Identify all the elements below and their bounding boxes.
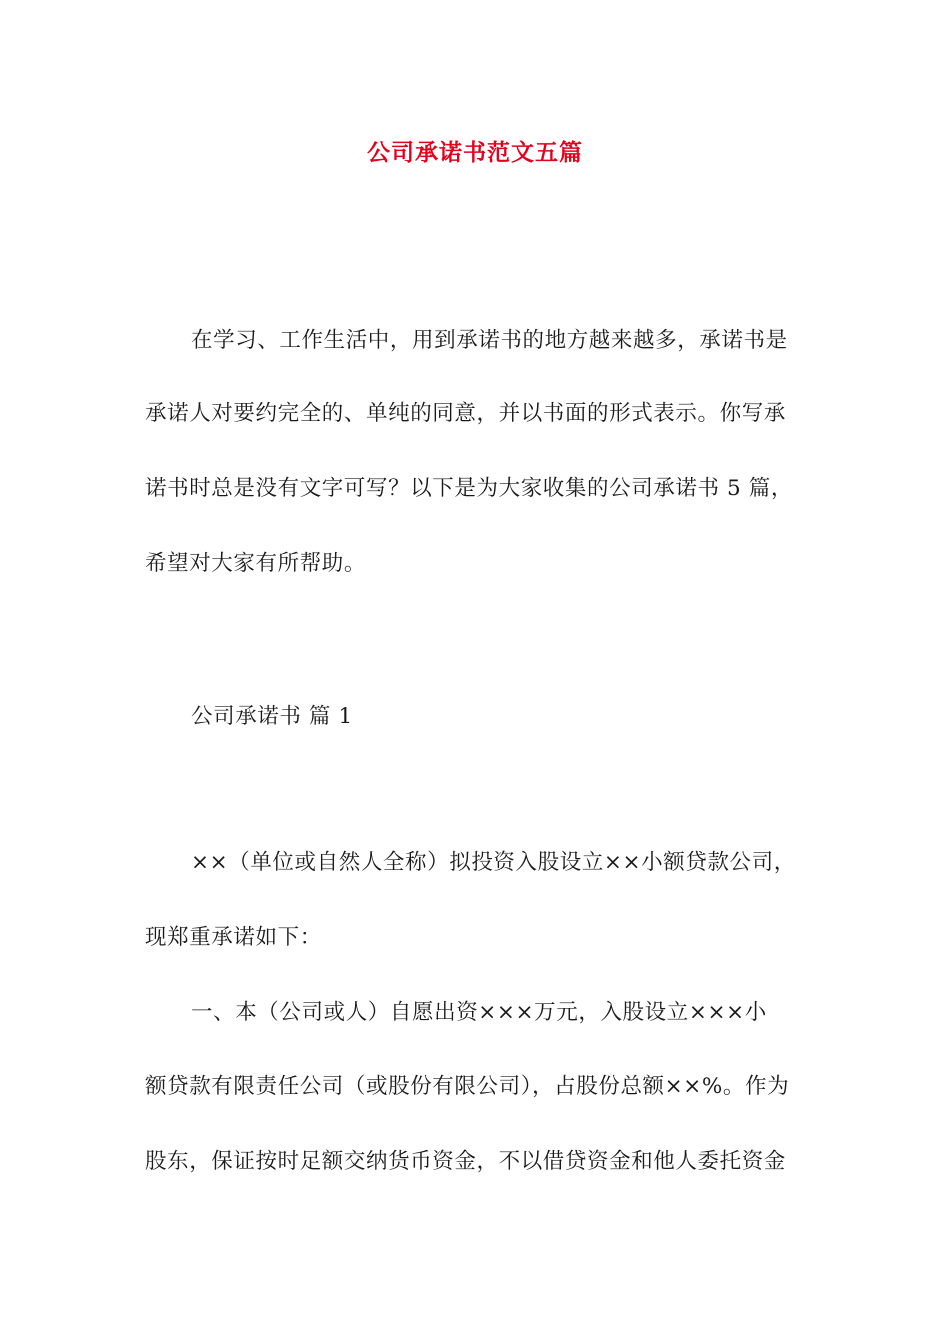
document-title: 公司承诺书范文五篇 [367,139,583,166]
intro-line-4: 希望对大家有所帮助。 [145,551,367,576]
intro-line-2: 承诺人对要约完全的、单纯的同意，并以书面的形式表示。你写承 [145,401,786,426]
body-line-5: 股东，保证按时足额交纳货币资金，不以借贷资金和他人委托资金 [145,1149,786,1174]
body-line-4: 额贷款有限责任公司（或股份有限公司），占股份总额××%。作为 [145,1074,790,1099]
intro-line-3: 诺书时总是没有文字可写？以下是为大家收集的公司承诺书 5 篇， [145,476,793,501]
intro-line-1: 在学习、工作生活中，用到承诺书的地方越来越多，承诺书是 [191,328,788,353]
body-line-1: ××（单位或自然人全称）拟投资入股设立××小额贷款公司， [191,850,796,875]
body-line-3: 一、本（公司或人）自愿出资×××万元，入股设立×××小 [191,1000,767,1025]
section-heading: 公司承诺书 篇 1 [191,704,353,729]
body-line-2: 现郑重承诺如下： [145,925,322,950]
